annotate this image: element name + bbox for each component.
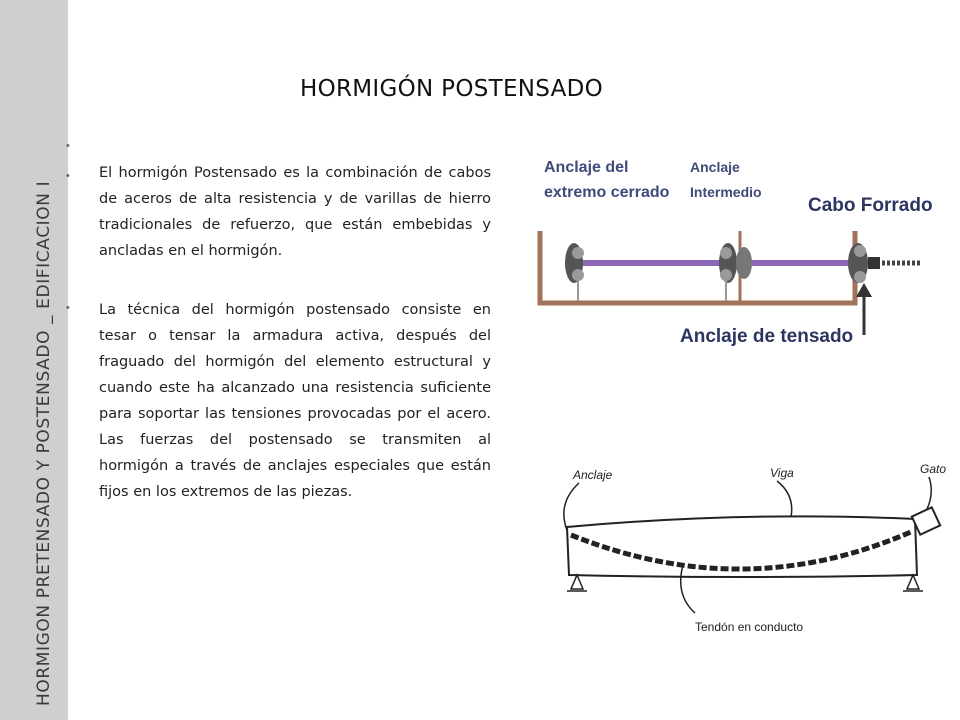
- label-tendon: Tendón en conducto: [695, 620, 804, 634]
- sidebar: [0, 0, 68, 720]
- label-intermedio-1: Anclaje: [690, 159, 740, 175]
- right-support: [903, 575, 923, 591]
- bullet: •: [66, 140, 70, 152]
- paragraph-technique: La técnica del hormigón postensado consiste en tesar o tensar la armadura activa, después del fraguado del hormigón del elemento estructural y cuando este ha alcanzado una resistencia suficiente para soportar las tensiones provocadas por el acero. Las fuerzas del postensado se transmiten al hormigón a través de anclajes especiales que están fijos en los extremos de las piezas.: [99, 302, 491, 500]
- sidebar-label: HORMIGON PRETENSADO Y POSTENSADO _ EDIFICACION I: [34, 180, 54, 706]
- intermediate-anchorage: [719, 243, 752, 301]
- arrow-head: [856, 283, 872, 297]
- label-extremo-1: Anclaje del: [544, 159, 629, 176]
- anchorage-diagram: [530, 145, 940, 360]
- label-viga: Viga: [770, 466, 794, 480]
- page-title: HORMIGÓN POSTENSADO: [300, 76, 604, 102]
- label-cabo-forrado: Cabo Forrado: [808, 195, 933, 216]
- label-extremo-2: extremo cerrado: [544, 184, 670, 201]
- paragraph-definition: El hormigón Postensado es la combinación de cabos de aceros de alta resistencia y de varillas de hierro tradicionales de refuerzo, que están embebidas y ancladas en el hormigón.: [99, 165, 491, 259]
- beam: [567, 516, 917, 577]
- end-anchorage: [565, 243, 584, 301]
- label-gato: Gato: [920, 462, 947, 476]
- label-intermedio-2: Intermedio: [690, 184, 762, 200]
- leader-viga: [777, 481, 792, 517]
- beam-tendon-diagram: [545, 455, 950, 645]
- label-anclaje: Anclaje: [573, 468, 613, 482]
- left-support: [567, 575, 587, 591]
- bullet: •: [66, 170, 70, 182]
- bullet: •: [66, 302, 70, 314]
- tensioning-anchorage: [848, 243, 880, 283]
- concrete-form: [540, 231, 855, 303]
- label-anclaje-tensado: Anclaje de tensado: [680, 326, 854, 347]
